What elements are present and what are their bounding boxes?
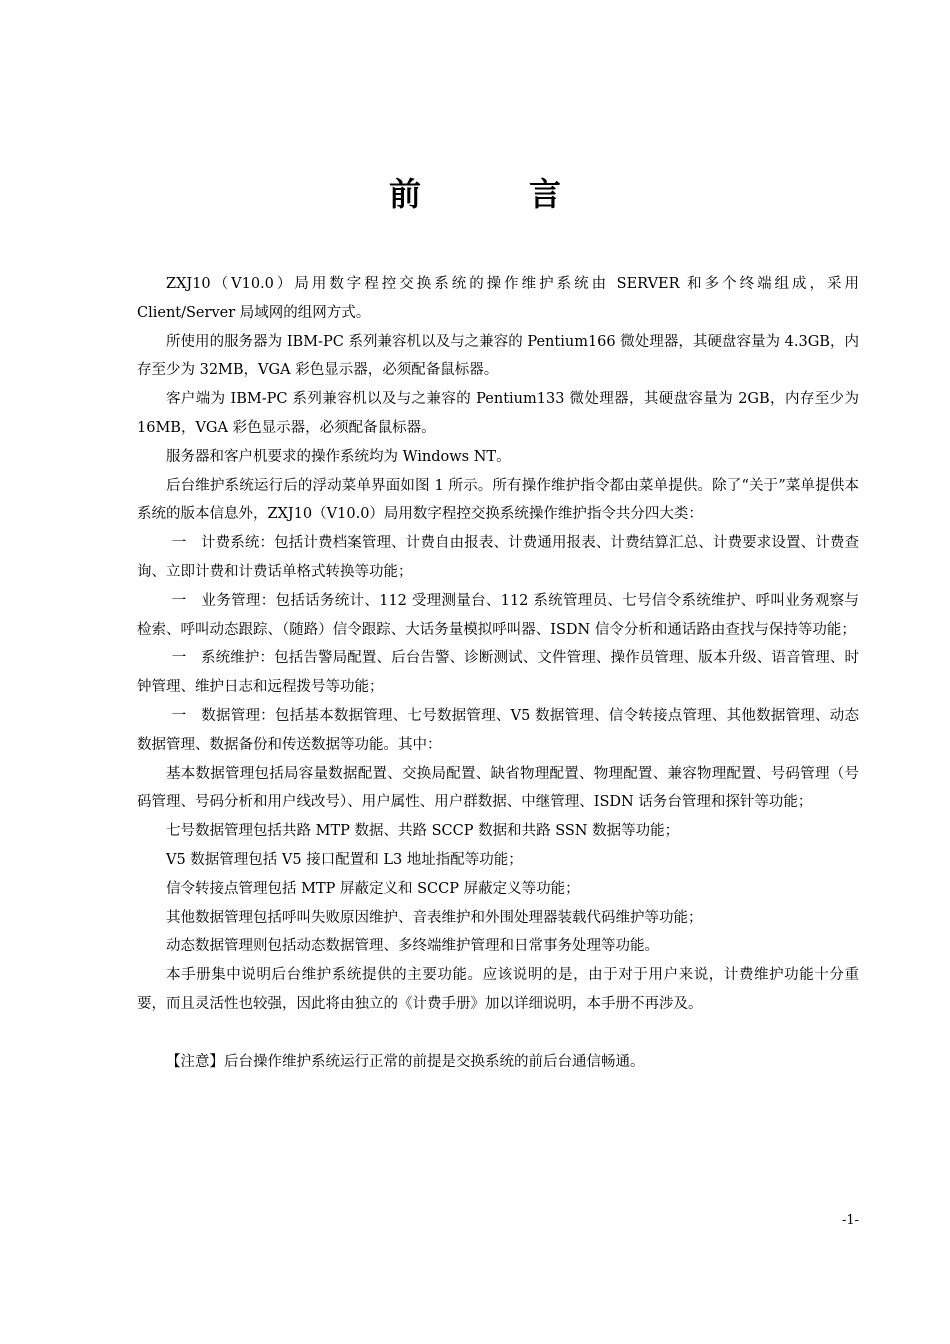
paragraph-manual-scope: 本手册集中说明后台维护系统提供的主要功能。应该说明的是，由于对于用户来说，计费维护功能十分重要，而且灵活性也较强，因此将由独立的《计费手册》加以详细说明，本手册不再涉及。 [137, 967, 859, 1012]
document-body [137, 270, 859, 1076]
page-number: -1- [841, 1213, 859, 1228]
detail-basic-data: 基本数据管理包括局容量数据配置、交换局配置、缺省物理配置、物理配置、兼容物理配置、号码管理（号码管理、号码分析和用户线改号）、用户属性、用户群数据、中继管理、ISDN 话务台管理和探针等功能； [137, 765, 859, 811]
note-label: 【注意】 [166, 1053, 224, 1070]
paragraph-menu: 后台维护系统运行后的浮动菜单界面如图 1 所示。所有操作维护指令都由菜单提供。除了“关于”菜单提供本系统的版本信息外，ZXJ10（V10.0）局用数字程控交换系统操作维护指令共分四大类： [137, 477, 859, 523]
spacer [137, 1019, 859, 1048]
detail-no7-data: 七号数据管理包括共路 MTP 数据、共路 SCCP 数据和共路 SSN 数据等功能； [166, 823, 680, 840]
category-data: 一 数据管理：包括基本数据管理、七号数据管理、V5 数据管理、信令转接点管理、其他数据管理、动态数据管理、数据备份和传送数据等功能。其中： [137, 707, 859, 753]
detail-v5-data: V5 数据管理包括 V5 接口配置和 L3 地址指配等功能； [166, 851, 523, 868]
paragraph-overview: ZXJ10（V10.0）局用数字程控交换系统的操作维护系统由 SERVER 和多个终端组成，采用 Client/Server 局域网的组网方式。 [137, 276, 859, 321]
category-billing: 一 计费系统：包括计费档案管理、计费自由报表、计费通用报表、计费结算汇总、计费要求设置、计费查询、立即计费和计费话单格式转换等功能； [137, 535, 859, 580]
category-maintenance: 一 系统维护：包括告警局配置、后台告警、诊断测试、文件管理、操作员管理、版本升级、语音管理、时钟管理、维护日志和远程拨号等功能； [137, 650, 859, 696]
category-service: 一 业务管理：包括话务统计、112 受理测量台、112 系统管理员、七号信令系统维护、呼叫业务观察与检索、呼叫动态跟踪、（随路）信令跟踪、大话务量模拟呼叫器、ISDN 信令分析和通话路由查找与保持等功能； [137, 592, 859, 638]
detail-stp: 信令转接点管理包括 MTP 屏蔽定义和 SCCP 屏蔽定义等功能； [166, 880, 580, 897]
paragraph-server: 所使用的服务器为 IBM-PC 系列兼容机以及与之兼容的 Pentium166 微处理器，其硬盘容量为 4.3GB，内存至少为 32MB，VGA 彩色显示器，必须配备鼠标器。 [137, 333, 859, 379]
note-text: 后台操作维护系统运行正常的前提是交换系统的前后台通信畅通。 [224, 1053, 645, 1070]
page-title: 前 言 [388, 175, 599, 213]
paragraph-client: 客户端为 IBM-PC 系列兼容机以及与之兼容的 Pentium133 微处理器，其硬盘容量为 2GB，内存至少为 16MB，VGA 彩色显示器，必须配备鼠标器。 [137, 391, 859, 436]
detail-other-data: 其他数据管理包括呼叫失败原因维护、音表维护和外围处理器装载代码维护等功能； [166, 909, 703, 926]
paragraph-os: 服务器和客户机要求的操作系统均为 Windows NT。 [166, 448, 511, 465]
detail-dynamic-data: 动态数据管理则包括动态数据管理、多终端维护管理和日常事务处理等功能。 [166, 938, 659, 955]
note [137, 1048, 859, 1077]
